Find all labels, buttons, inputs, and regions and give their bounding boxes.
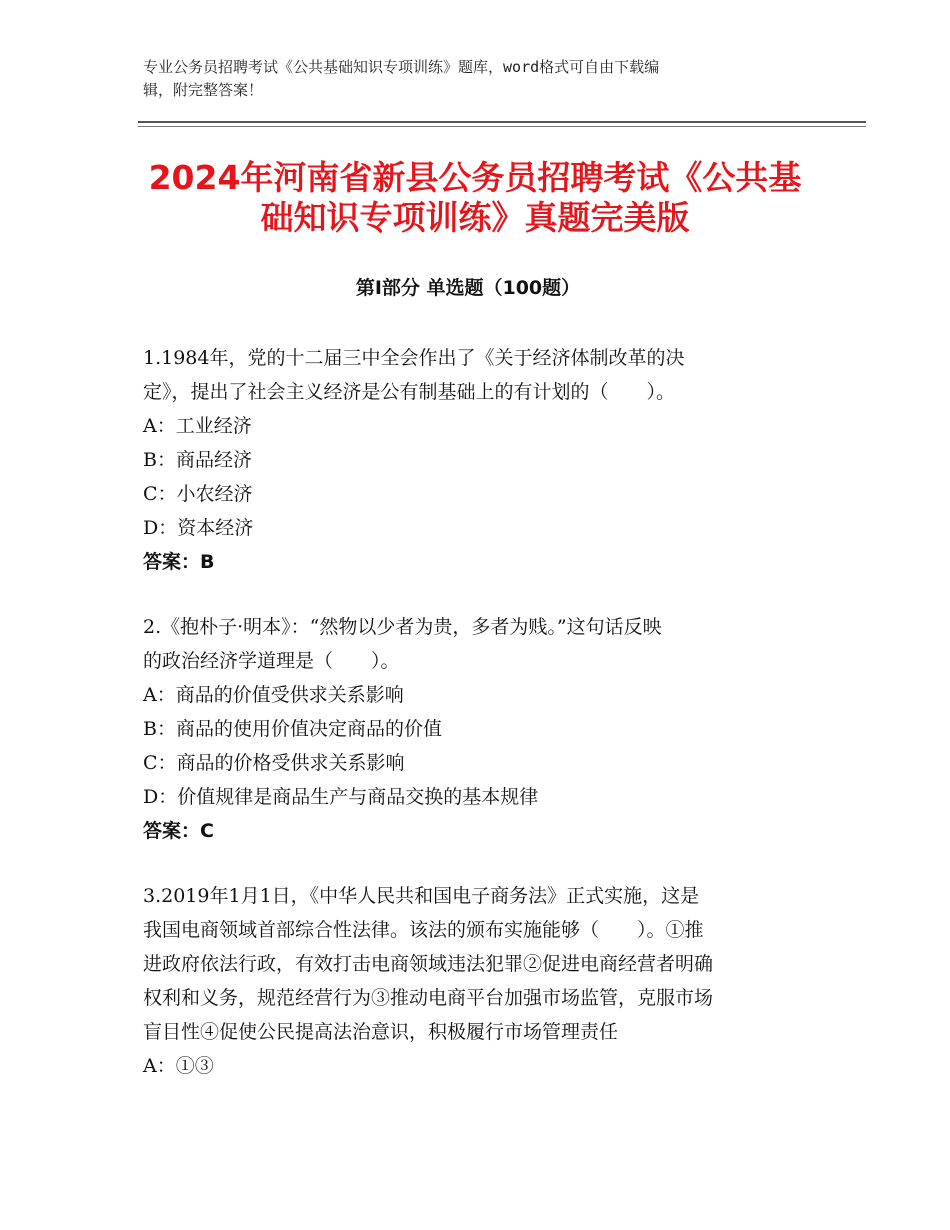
stem-line: 盲目性④促使公民提高法治意识，积极履行市场管理责任 xyxy=(143,1021,619,1043)
stem-line: 3.2019年1月1日，《中华人民共和国电子商务法》正式实施，这是 xyxy=(143,885,700,907)
header-note xyxy=(143,56,793,102)
option-d: D：价值规律是商品生产与商品交换的基本规律 xyxy=(143,786,539,808)
document-title-line-1: 2024年河南省新县公务员招聘考试《公共基 xyxy=(148,158,802,197)
stem-line: 的政治经济学道理是（ ）。 xyxy=(143,650,400,672)
question-stem xyxy=(143,341,798,409)
question-stem xyxy=(143,879,798,1049)
stem-line: 进政府依法行政，有效打击电商领域违法犯罪②促进电商经营者明确 xyxy=(143,953,714,975)
section-heading: 第Ⅰ部分 单选题（100题） xyxy=(355,277,581,299)
header-note-line-2: 辑，附完整答案！ xyxy=(143,81,264,99)
stem-line: 2.《抱朴子·明本》：“然物以少者为贵，多者为贱。”这句话反映 xyxy=(143,616,662,638)
option-b: B：商品经济 xyxy=(143,449,252,471)
document-title xyxy=(120,158,830,238)
option-a: A：工业经济 xyxy=(143,415,252,437)
option-b: B：商品的使用价值决定商品的价值 xyxy=(143,718,442,740)
stem-line: 权利和义务，规范经营行为③推动电商平台加强市场监管，克服市场 xyxy=(143,987,714,1009)
option-a: A：商品的价值受供求关系影响 xyxy=(143,684,404,706)
option-c: C：小农经济 xyxy=(143,483,253,505)
question-stem xyxy=(143,610,798,678)
question-list xyxy=(143,341,798,1114)
stem-line: 我国电商领域首部综合性法律。该法的颁布实施能够（ ）。①推 xyxy=(143,919,704,941)
header-divider-thick xyxy=(138,121,866,123)
header-note-line-1: 专业公务员招聘考试《公共基础知识专项训练》题库，word格式可自由下载编 xyxy=(143,58,660,76)
answer: 答案：B xyxy=(143,551,215,573)
stem-line: 定》，提出了社会主义经济是公有制基础上的有计划的（ ）。 xyxy=(143,381,676,403)
answer: 答案：C xyxy=(143,820,214,842)
question-3 xyxy=(143,879,798,1083)
stem-line: 1.1984年，党的十二届三中全会作出了《关于经济体制改革的决 xyxy=(143,347,685,369)
question-2 xyxy=(143,610,798,848)
option-d: D：资本经济 xyxy=(143,517,254,539)
header-divider-thin xyxy=(138,126,866,127)
document-title-line-2: 础知识专项训练》真题完美版 xyxy=(260,198,690,237)
option-c: C：商品的价格受供求关系影响 xyxy=(143,752,405,774)
option-a: A：①③ xyxy=(143,1055,214,1077)
question-1 xyxy=(143,341,798,579)
